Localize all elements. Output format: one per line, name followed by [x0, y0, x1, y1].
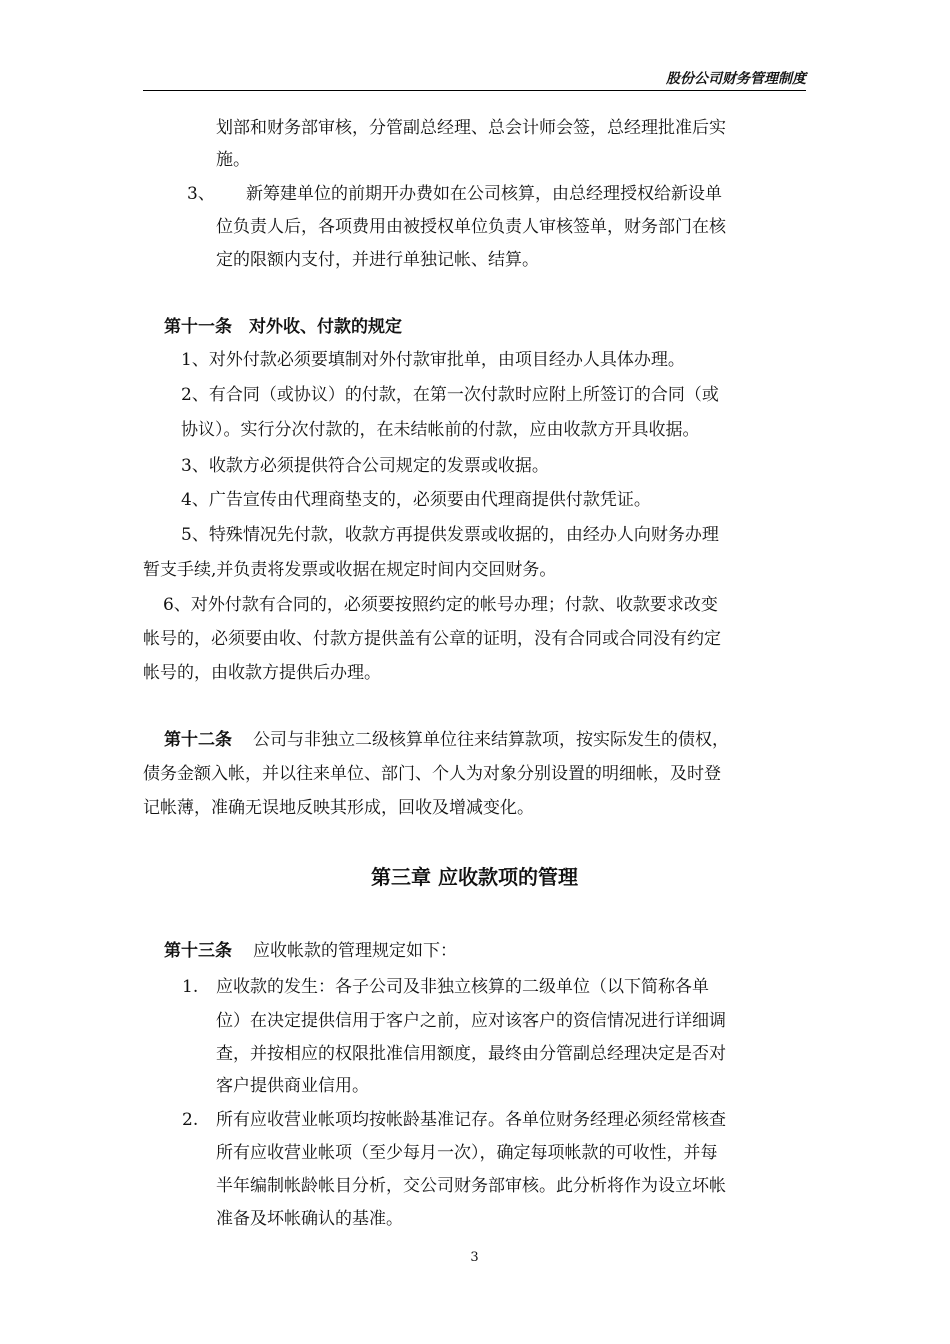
paragraph-line: 应收帐款的管理规定如下： — [253, 941, 457, 961]
paragraph-line: 1、对外付款必须要填制对外付款审批单，由项目经办人具体办理。 — [181, 350, 685, 370]
list-item-line: 准备及坏帐确认的基准。 — [216, 1209, 403, 1229]
list-item-line: 半年编制帐龄帐目分析，交公司财务部审核。此分析将作为设立坏帐 — [216, 1176, 726, 1196]
list-item-line: 所有应收营业帐项均按帐龄基准记存。各单位财务经理必须经常核查 — [216, 1110, 726, 1130]
page-number: 3 — [470, 1250, 479, 1265]
list-item-line: 查，并按相应的权限批准信用额度，最终由分管副总经理决定是否对 — [216, 1044, 726, 1064]
paragraph-line: 协议）。实行分次付款的，在未结帐前的付款，应由收款方开具收据。 — [181, 420, 700, 440]
list-item-line: 所有应收营业帐项（至少每月一次），确定每项帐款的可收性，并每 — [216, 1143, 718, 1163]
body-line: 定的限额内支付，并进行单独记帐、结算。 — [216, 250, 539, 270]
paragraph-line: 6、对外付款有合同的，必须要按照约定的帐号办理；付款、收款要求改变 — [163, 595, 718, 615]
body-line: 新筹建单位的前期开办费如在公司核算，由总经理授权给新设单 — [246, 184, 722, 204]
paragraph-line: 5、特殊情况先付款，收款方再提供发票或收据的，由经办人向财务办理 — [181, 525, 719, 545]
paragraph-line: 帐号的，由收款方提供后办理。 — [143, 663, 381, 683]
paragraph-line: 4、广告宣传由代理商垫支的，必须要由代理商提供付款凭证。 — [181, 490, 651, 510]
list-item-line: 应收款的发生：各子公司及非独立核算的二级单位（以下简称各单 — [216, 977, 709, 997]
paragraph-line: 公司与非独立二级核算单位往来结算款项，按实际发生的债权， — [253, 730, 729, 750]
paragraph-line: 3、收款方必须提供符合公司规定的发票或收据。 — [181, 456, 549, 476]
article-heading: 第十一条 对外收、付款的规定 — [164, 317, 402, 337]
body-line: 划部和财务部审核，分管副总经理、总会计师会签，总经理批准后实 — [216, 118, 726, 138]
body-line: 施。 — [216, 150, 250, 170]
paragraph-line: 债务金额入帐，并以往来单位、部门、个人为对象分别设置的明细帐，及时登 — [143, 764, 721, 784]
list-number: 1. — [182, 977, 199, 997]
body-line: 位负责人后，各项费用由被授权单位负责人审核签单，财务部门在核 — [216, 217, 726, 237]
paragraph-line: 暂支手续,并负责将发票或收据在规定时间内交回财务。 — [143, 560, 557, 580]
article-label: 第十二条 — [164, 730, 232, 750]
paragraph-line: 记帐薄，准确无误地反映其形成，回收及增减变化。 — [143, 798, 534, 818]
running-header: 股份公司财务管理制度 — [666, 71, 806, 87]
list-number: 2. — [182, 1110, 199, 1130]
paragraph-line: 帐号的，必须要由收、付款方提供盖有公章的证明，没有合同或合同没有约定 — [143, 629, 721, 649]
list-item-line: 客户提供商业信用。 — [216, 1076, 369, 1096]
paragraph-line: 2、有合同（或协议）的付款，在第一次付款时应附上所签订的合同（或 — [181, 385, 719, 405]
list-item-line: 位）在决定提供信用于客户之前，应对该客户的资信情况进行详细调 — [216, 1011, 726, 1031]
chapter-title: 第三章 应收款项的管理 — [371, 865, 578, 889]
article-label: 第十三条 — [164, 941, 232, 961]
header-rule — [143, 90, 806, 91]
list-number: 3、 — [187, 184, 215, 204]
